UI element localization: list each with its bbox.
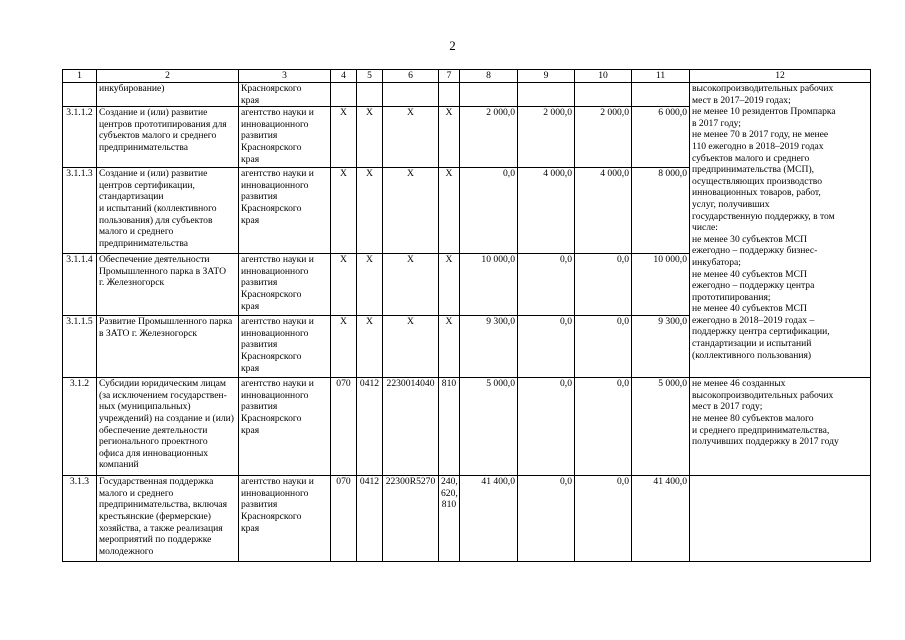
vr-code — [439, 476, 460, 562]
vr-code-line: 620, — [441, 487, 458, 499]
vr-code-line: 810 — [441, 499, 457, 511]
column-header-11: 11 — [632, 70, 690, 83]
rzpr-code: 0412 — [357, 378, 383, 476]
vr-code-line: Х — [445, 316, 453, 328]
measure-name — [97, 378, 239, 476]
measure-name-line: малого и среднего — [99, 487, 174, 499]
column-header-1: 1 — [63, 70, 97, 83]
rzpr-code: Х — [357, 254, 383, 316]
executor-line: инновационного — [241, 265, 309, 277]
grbs-code: Х — [331, 254, 357, 316]
expected-result-line: получивших поддержку в 2017 году — [692, 436, 839, 448]
amount-year-2: 0,0 — [518, 254, 575, 316]
amount-year-3 — [575, 83, 632, 107]
amount-year-1: 9 300,0 — [460, 316, 518, 378]
measure-name-line: г. Железногорск — [99, 277, 165, 289]
amount-total: 9 300,0 — [632, 316, 690, 378]
executor-line: края — [241, 300, 260, 312]
expected-result-line: ежегодно – поддержку бизнес- — [692, 245, 818, 257]
measure-name-line: хозяйства, а также реализация — [99, 522, 223, 534]
table-row — [63, 476, 871, 562]
executor-line: инновационного — [241, 179, 309, 191]
measure-name-line: предпринимательства, включая — [99, 499, 228, 511]
measure-name — [97, 83, 239, 107]
executor-line: агентство науки и — [241, 168, 314, 180]
measure-name-line: мероприятий по поддержке — [99, 534, 212, 546]
expected-result-line: не менее 70 в 2017 году, не менее — [692, 129, 829, 141]
amount-year-2: 4 000,0 — [518, 168, 575, 254]
measure-name-line: Субсидии юридическим лицам — [99, 378, 226, 390]
expected-result-line: в 2017 году; — [692, 117, 741, 129]
executor-line: развития — [241, 277, 278, 289]
responsible-executor — [239, 476, 331, 562]
expected-result-line: 110 ежегодно в 2018–2019 годах — [692, 140, 824, 152]
measure-name-line: обеспечение деятельности — [99, 424, 208, 436]
expected-result-line: инкубатора; — [692, 256, 741, 268]
responsible-executor — [239, 254, 331, 316]
column-header-4: 4 — [331, 70, 357, 83]
measure-name-line: молодежного — [99, 545, 154, 557]
expected-result-line: поддержку центра сертификации, — [692, 326, 830, 338]
executor-line: Красноярского — [241, 141, 302, 153]
csr-code: Х — [383, 316, 439, 378]
executor-line: развития — [241, 499, 278, 511]
page-number: 2 — [449, 38, 456, 53]
expected-result-line: мест в 2017 году; — [692, 401, 763, 413]
expected-result-line: (коллективного пользования) — [692, 349, 812, 361]
csr-code — [383, 83, 439, 107]
expected-result — [690, 378, 871, 476]
vr-code-line: 240, — [441, 476, 458, 488]
grbs-code: Х — [331, 168, 357, 254]
grbs-code: Х — [331, 316, 357, 378]
responsible-executor — [239, 83, 331, 107]
measure-name-line: пользования) для субъектов — [99, 214, 213, 226]
csr-code: 22300R5270 — [383, 476, 439, 562]
amount-total: 8 000,0 — [632, 168, 690, 254]
measure-name-line: (за исключением государствен- — [99, 389, 227, 401]
column-header-5: 5 — [357, 70, 383, 83]
executor-line: агентство науки и — [241, 254, 314, 266]
expected-result-line: высокопроизводительных рабочих — [692, 389, 834, 401]
amount-year-2: 0,0 — [518, 316, 575, 378]
amount-year-2 — [518, 83, 575, 107]
grbs-code — [331, 83, 357, 107]
program-measures-table — [62, 69, 871, 562]
responsible-executor — [239, 107, 331, 168]
executor-line: Красноярского — [241, 412, 302, 424]
measure-name-line: Промышленного парка в ЗАТО — [99, 265, 227, 277]
executor-line: развития — [241, 339, 278, 351]
vr-code-line: Х — [445, 168, 453, 180]
row-number — [63, 83, 97, 107]
responsible-executor — [239, 378, 331, 476]
amount-year-2: 0,0 — [518, 378, 575, 476]
vr-code-line: Х — [445, 254, 453, 266]
expected-result-line: не менее 46 созданных — [692, 378, 786, 390]
measure-name — [97, 476, 239, 562]
measure-name-line: центров прототипирования для — [99, 118, 227, 130]
measure-name-line: офиса для инновационных — [99, 447, 209, 459]
expected-result-line: не менее 80 субъектов малого — [692, 412, 814, 424]
executor-line: агентство науки и — [241, 476, 314, 488]
row-number: 3.1.1.3 — [63, 168, 97, 254]
amount-year-3: 4 000,0 — [575, 168, 632, 254]
measure-name-line: Государственная поддержка — [99, 476, 214, 488]
measure-name-line: стандартизации — [99, 191, 164, 203]
row-number: 3.1.3 — [63, 476, 97, 562]
amount-year-1: 10 000,0 — [460, 254, 518, 316]
vr-code-line: 810 — [441, 378, 457, 390]
measure-name-line: предпринимательства — [99, 141, 189, 153]
amount-year-1: 41 400,0 — [460, 476, 518, 562]
rzpr-code: 0412 — [357, 476, 383, 562]
column-header-3: 3 — [239, 70, 331, 83]
executor-line: края — [241, 362, 260, 374]
executor-line: края — [241, 522, 260, 534]
expected-result — [690, 476, 871, 562]
amount-year-2: 0,0 — [518, 476, 575, 562]
amount-year-1 — [460, 83, 518, 107]
measure-name-line: регионального проектного — [99, 436, 208, 448]
amount-year-1: 5 000,0 — [460, 378, 518, 476]
vr-code — [439, 378, 460, 476]
executor-line: инновационного — [241, 327, 309, 339]
column-header-7: 7 — [439, 70, 460, 83]
rzpr-code: Х — [357, 316, 383, 378]
expected-result-line: высокопроизводительных рабочих — [692, 83, 834, 94]
column-header-8: 8 — [460, 70, 518, 83]
executor-line: Красноярского — [241, 510, 302, 522]
expected-result-line: числе: — [692, 222, 718, 234]
executor-line: агентство науки и — [241, 107, 314, 119]
expected-result-line: стандартизации и испытаний — [692, 338, 812, 350]
expected-result-line: не менее 10 резидентов Промпарка — [692, 106, 836, 118]
column-header-9: 9 — [518, 70, 575, 83]
vr-code — [439, 316, 460, 378]
executor-line: края — [241, 94, 260, 106]
executor-line: развития — [241, 191, 278, 203]
grbs-code: 070 — [331, 476, 357, 562]
measure-name-line: компаний — [99, 459, 139, 471]
expected-result-line: ежегодно в 2018–2019 годах – — [692, 314, 815, 326]
amount-total: 5 000,0 — [632, 378, 690, 476]
amount-year-3: 0,0 — [575, 476, 632, 562]
measure-name-line: Развитие Промышленного парка — [99, 316, 233, 328]
expected-result — [690, 83, 871, 378]
amount-year-3: 0,0 — [575, 316, 632, 378]
vr-code-line: Х — [445, 107, 453, 119]
measure-name-line: Обеспечение деятельности — [99, 254, 210, 266]
table-header-row — [63, 70, 871, 83]
amount-total: 10 000,0 — [632, 254, 690, 316]
executor-line: инновационного — [241, 118, 309, 130]
expected-result-line: не менее 30 субъектов МСП — [692, 233, 808, 245]
row-number: 3.1.2 — [63, 378, 97, 476]
csr-code: Х — [383, 254, 439, 316]
expected-result-line: не менее 40 субъектов МСП — [692, 268, 808, 280]
measure-name-line: и испытаний (коллективного — [99, 202, 217, 214]
expected-result-line: предпринимательства (МСП), — [692, 164, 815, 176]
expected-result-line: осуществляющих производство — [692, 175, 823, 187]
measure-name-line: субъектов малого и среднего — [99, 130, 217, 142]
amount-year-3: 0,0 — [575, 254, 632, 316]
measure-name-line: крестьянские (фермерские) — [99, 510, 211, 522]
executor-line: Красноярского — [241, 350, 302, 362]
column-header-6: 6 — [383, 70, 439, 83]
measure-name — [97, 316, 239, 378]
rzpr-code — [357, 83, 383, 107]
expected-result-line: и среднего предпринимательства, — [692, 424, 830, 436]
measure-name-line: ных (муниципальных) — [99, 401, 191, 413]
amount-total: 6 000,0 — [632, 107, 690, 168]
responsible-executor — [239, 168, 331, 254]
expected-result-line: субъектов малого и среднего — [692, 152, 810, 164]
executor-line: развития — [241, 401, 278, 413]
expected-result-line: инновационных товаров, работ, — [692, 187, 821, 199]
expected-result-line: не менее 40 субъектов МСП — [692, 303, 808, 315]
expected-result-line: ежегодно – поддержку центра — [692, 280, 815, 292]
vr-code — [439, 107, 460, 168]
measure-name — [97, 168, 239, 254]
amount-year-2: 2 000,0 — [518, 107, 575, 168]
measure-name-line: центров сертификации, — [99, 179, 195, 191]
measure-name-line: предпринимательства — [99, 237, 189, 249]
measure-name-line: Создание и (или) развитие — [99, 168, 208, 180]
executor-line: агентство науки и — [241, 316, 314, 328]
expected-result-line: государственную поддержку, в том — [692, 210, 835, 222]
amount-year-3: 2 000,0 — [575, 107, 632, 168]
amount-total — [632, 83, 690, 107]
measure-name-line: инкубирование) — [99, 83, 165, 94]
amount-year-1: 2 000,0 — [460, 107, 518, 168]
executor-line: края — [241, 214, 260, 226]
rzpr-code: Х — [357, 168, 383, 254]
expected-result-line: мест в 2017–2019 годах; — [692, 94, 791, 106]
amount-total: 41 400,0 — [632, 476, 690, 562]
row-number: 3.1.1.4 — [63, 254, 97, 316]
column-header-12: 12 — [690, 70, 871, 83]
table-row — [63, 378, 871, 476]
amount-year-3: 0,0 — [575, 378, 632, 476]
executor-line: края — [241, 153, 260, 165]
expected-result-line: услуг, получивших — [692, 198, 770, 210]
column-header-2: 2 — [97, 70, 239, 83]
measure-name-line: учреждений) на создание и (или) — [99, 412, 234, 424]
executor-line: развития — [241, 130, 278, 142]
grbs-code: Х — [331, 107, 357, 168]
table-row — [63, 83, 871, 107]
executor-line: Красноярского — [241, 202, 302, 214]
measure-name — [97, 107, 239, 168]
executor-line: инновационного — [241, 389, 309, 401]
measure-name — [97, 254, 239, 316]
amount-year-1: 0,0 — [460, 168, 518, 254]
csr-code: Х — [383, 168, 439, 254]
executor-line: края — [241, 424, 260, 436]
executor-line: Красноярского — [241, 83, 302, 94]
measure-name-line: малого и среднего — [99, 226, 174, 238]
executor-line: агентство науки и — [241, 378, 314, 390]
expected-result-line: прототипирования; — [692, 291, 771, 303]
vr-code — [439, 83, 460, 107]
vr-code — [439, 168, 460, 254]
grbs-code: 070 — [331, 378, 357, 476]
row-number: 3.1.1.5 — [63, 316, 97, 378]
responsible-executor — [239, 316, 331, 378]
csr-code: 2230014040 — [383, 378, 439, 476]
measure-name-line: Создание и (или) развитие — [99, 107, 208, 119]
measure-name-line: в ЗАТО г. Железногорск — [99, 327, 197, 339]
executor-line: Красноярского — [241, 288, 302, 300]
executor-line: инновационного — [241, 487, 309, 499]
rzpr-code: Х — [357, 107, 383, 168]
column-header-10: 10 — [575, 70, 632, 83]
row-number: 3.1.1.2 — [63, 107, 97, 168]
vr-code — [439, 254, 460, 316]
csr-code: Х — [383, 107, 439, 168]
